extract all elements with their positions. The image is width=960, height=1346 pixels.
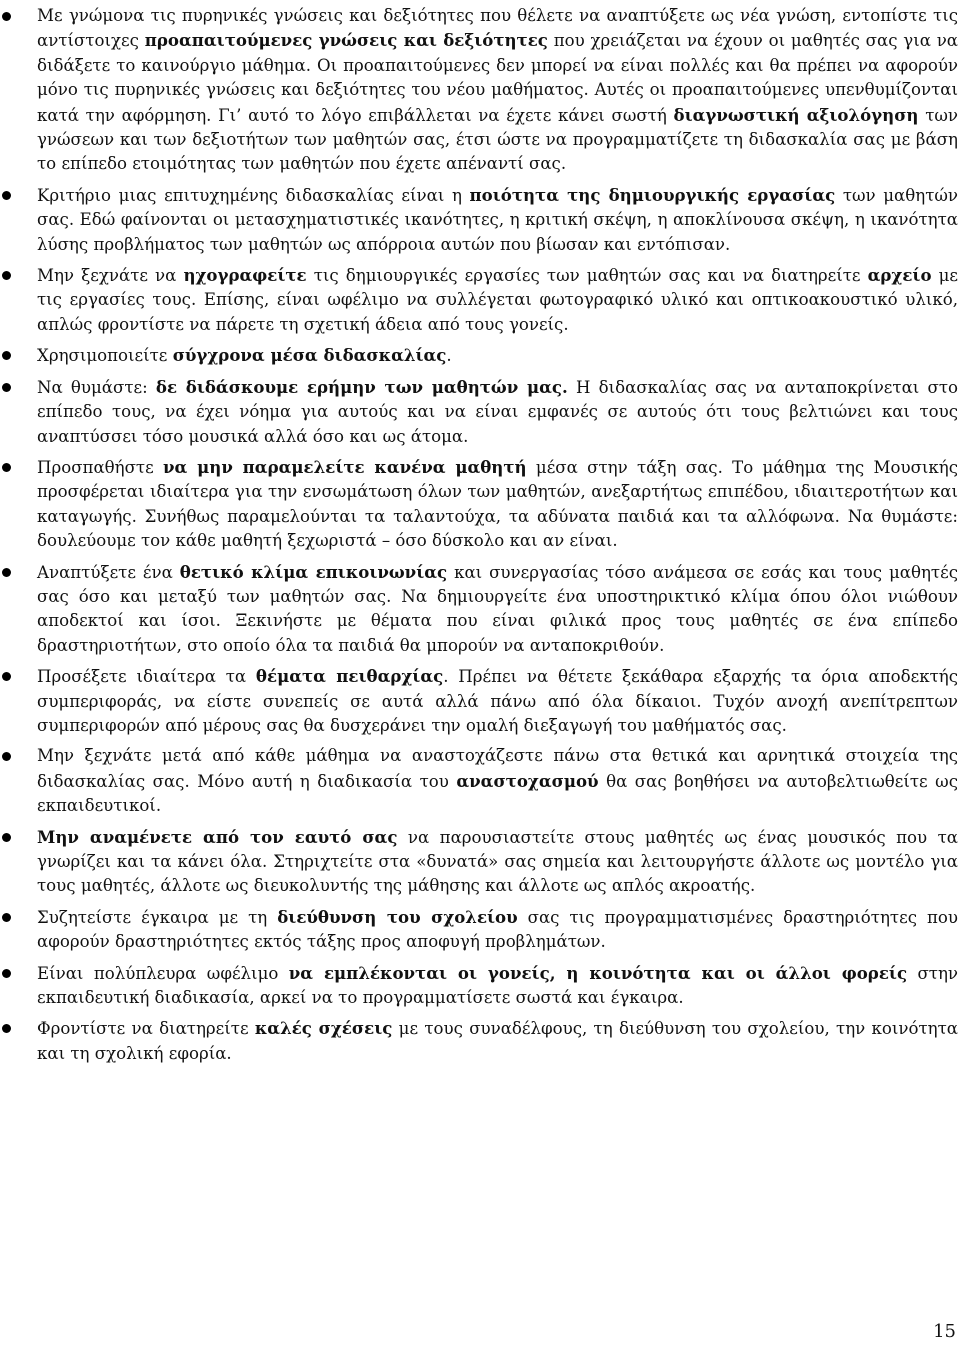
text-segment: που χρειάζεται να έχουν οι μαθητές σας για να διδάξετε το καινούργιο μάθημα. Οι προαπαιτούμενες δεν μπορεί να είναι πολλές και θα πρέπει να αφορούν μόνο τις πυρηνικές γνώσεις και δεξιότητες του νέου μαθήματος. Αυτές οι προαπαιτούμενες υπενθυμίζονται κατά την αφόρμηση. Γι’ αυτό το λόγο επιβάλλεται να έχετε κάνει σωστή: [37, 31, 959, 125]
text-segment: Κριτήριο μιας επιτυχημένης διδασκαλίας είναι η: [37, 185, 470, 205]
bold-text: να μην παραμελείτε κανένα μαθητή: [163, 456, 527, 477]
text-segment: Η διδασκαλίας σας να ανταποκρίνεται στο επίπεδο τους, να έχει νόημα για αυτούς και να είναι εμφανές σε αυτούς ότι τους βελτιώνει και τους αναπτύσσει τόσο μουσικά αλλά όσο και ως άτομα.: [37, 377, 958, 446]
bullet-item: [0, 183, 958, 257]
bullet-item: [0, 4, 958, 177]
text-segment: με τις εργασίες τους. Επίσης, είναι ωφέλιμο να συλλέγεται φωτογραφικό υλικό και οπτικοακουστικό υλικό, απλώς φροντίστε να πάρετε τη σχετική άδεια από τους γονείς.: [37, 266, 958, 334]
bullet-dot-icon: [2, 12, 11, 21]
bullet-dot-icon: [2, 463, 11, 472]
bullet-item: [0, 664, 958, 738]
bold-text: αναστοχασμού: [456, 770, 599, 791]
bold-text: αρχείο: [867, 265, 932, 286]
bullet-dot-icon: [2, 969, 11, 978]
text-segment: θα σας βοηθήσει να αυτοβελτιωθείτε ως εκπαιδευτικοί.: [37, 771, 958, 816]
bold-text: προαπαιτούμενες γνώσεις και δεξιότητες: [144, 30, 548, 51]
text-segment: Χρησιμοποιείτε: [37, 346, 173, 366]
bullet-dot-icon: [2, 271, 11, 280]
bold-text: θετικό κλίμα επικοινωνίας: [179, 561, 448, 582]
bullet-list: [0, 4, 958, 1072]
text-segment: στην εκπαιδευτική διαδικασία, αρκεί να το προγραμματίσετε σωστά και έγκαιρα.: [37, 963, 959, 1008]
text-segment: των μαθητών σας. Εδώ φαίνονται οι μετασχηματιστικές ικανότητες, η κριτική σκέψη, η αποκλίνουσα σκέψη, η ικανότητα λύσης προβλήματος των μαθητών ως απόρροια αυτών που βίωσαν και εντόπισαν.: [37, 185, 958, 254]
text-segment: Προσέξετε ιδιαίτερα τα: [37, 667, 256, 687]
bold-text: ηχογραφείτε: [183, 265, 307, 286]
bullet-item: [0, 263, 958, 337]
text-segment: τις δημιουργικές εργασίες των μαθητών σας και να διατηρείτε: [306, 266, 868, 286]
bold-text: Μην αναμένετε από τον εαυτό σας: [37, 826, 398, 847]
bullet-dot-icon: [2, 383, 11, 392]
bullet-dot-icon: [2, 913, 11, 922]
bold-text: θέματα πειθαρχίας: [255, 666, 444, 687]
text-segment: Μην ξεχνάτε μετά από κάθε μάθημα να αναστοχάζεστε πάνω στα θετικά και αρνητικά στοιχεία της διδασκαλίας σας. Μόνο αυτή η διαδικασία του: [37, 746, 958, 791]
bold-text: ποιότητα της δημιουργικής εργασίας: [469, 184, 836, 205]
bold-text: καλές σχέσεις: [254, 1018, 393, 1039]
text-segment: . Πρέπει να θέτετε ξεκάθαρα εξαρχής τα όρια αποδεκτής συμπεριφοράς, να είστε συνεπείς σε αυτά αλλά πάνω από όλα δίκαιοι. Τυχόν ανοχή ανεπίτρεπτων συμπεριφορών από μέρους σας θα δυσχεράνει την ομαλή διεξαγωγή του μαθήματός σας.: [37, 667, 958, 735]
text-segment: Αναπτύξετε ένα: [37, 562, 180, 582]
bullet-item: [0, 375, 958, 449]
bullet-item: [0, 455, 958, 554]
bullet-dot-icon: [2, 752, 11, 761]
bullet-item: [0, 343, 958, 368]
text-segment: και συνεργασίας τόσο ανάμεσα σε εσάς και τους μαθητές σας όσο και μεταξύ των μαθητών σας. Να δημιουργείτε ένα υποστηρικτικό κλίμα όπου όλοι νιώθουν αποδεκτοί και ίσοι. Ξεκινήστε με θέματα που είναι φιλικά προς τους μαθητές σε ένα επίπεδο δραστηριοτήτων, στο οποίο όλα τα παιδιά θα μπορούν να ανταποκριθούν.: [37, 562, 959, 655]
text-segment: των γνώσεων και των δεξιοτήτων των μαθητών σας, έτσι ώστε να προγραμματίζετε τη διδασκαλία σας με βάση το επίπεδο ετοιμότητας των μαθητών που έχετε απέναντί σας.: [37, 105, 959, 174]
bullet-dot-icon: [2, 191, 11, 200]
text-segment: σας τις προγραμματισμένες δραστηριότητες που αφορούν δραστηριότητες εκτός τάξης προς αποφυγή προβλημάτων.: [37, 907, 958, 952]
bold-text: σύγχρονα μέσα διδασκαλίας: [172, 345, 447, 366]
text-segment: Φροντίστε να διατηρείτε: [37, 1019, 255, 1039]
text-segment: Να θυμάστε:: [37, 377, 156, 397]
text-segment: Με γνώμονα τις πυρηνικές γνώσεις και δεξιότητες που θέλετε να αναπτύξετε ως νέα γνώση, εντοπίστε τις αντίστοιχες: [37, 6, 958, 51]
text-segment: μέσα στην τάξη σας. Το μάθημα της Μουσικής προσφέρεται ιδιαίτερα για την ενσωμάτωση όλων των μαθητών, ανεξαρτήτως επιπέδου, ιδιαιτεροτήτων και καταγωγής. Συνήθως παραμελούνται τα ταλαντούχα, τα αδύνατα παιδιά και τα αλλόφωνα. Να θυμάστε: δουλεύουμε τον κάθε μαθητή ξεχωριστά – όσο δύσκολο και αν είναι.: [37, 457, 959, 551]
bullet-item: [0, 560, 958, 659]
text-segment: με τους συναδέλφους, τη διεύθυνση του σχολείου, την κοινότητα και τη σχολική εφορία.: [37, 1019, 959, 1063]
bullet-item: [0, 905, 958, 955]
bold-text: διαγνωστική αξιολόγηση: [673, 104, 919, 125]
text-segment: Συζητείστε έγκαιρα με τη: [37, 907, 278, 927]
text-segment: Μην ξεχνάτε να: [37, 266, 184, 286]
bullet-item: [0, 1016, 958, 1066]
bold-text: να εμπλέκονται οι γονείς, η κοινότητα και οι άλλοι φορείς: [288, 962, 908, 983]
page-number: 15: [933, 1321, 956, 1342]
bullet-dot-icon: [2, 1024, 11, 1033]
bold-text: διεύθυνση του σχολείου: [277, 906, 518, 927]
bullet-dot-icon: [2, 833, 11, 842]
bullet-item: [0, 825, 958, 899]
bullet-item: [0, 744, 958, 818]
text-segment: Προσπαθήστε: [37, 457, 164, 477]
bullet-dot-icon: [2, 672, 11, 681]
bold-text: δε διδάσκουμε ερήμην των μαθητών μας.: [155, 376, 568, 397]
bullet-dot-icon: [2, 568, 11, 577]
text-segment: Είναι πολύπλευρα ωφέλιμο: [37, 963, 289, 983]
bullet-item: [0, 961, 958, 1011]
text-segment: να παρουσιαστείτε στους μαθητές ως ένας μουσικός που τα γνωρίζει και τα κάνει όλα. Στηριχτείτε στα «δυνατά» σας σημεία και λειτουργήστε άλλοτε ως μοντέλο για τους μαθητές, άλλοτε ως διευκολυντής της μάθησης και άλλοτε ως απλός ακροατής.: [37, 827, 958, 896]
bullet-dot-icon: [2, 351, 11, 360]
text-segment: .: [446, 346, 452, 366]
